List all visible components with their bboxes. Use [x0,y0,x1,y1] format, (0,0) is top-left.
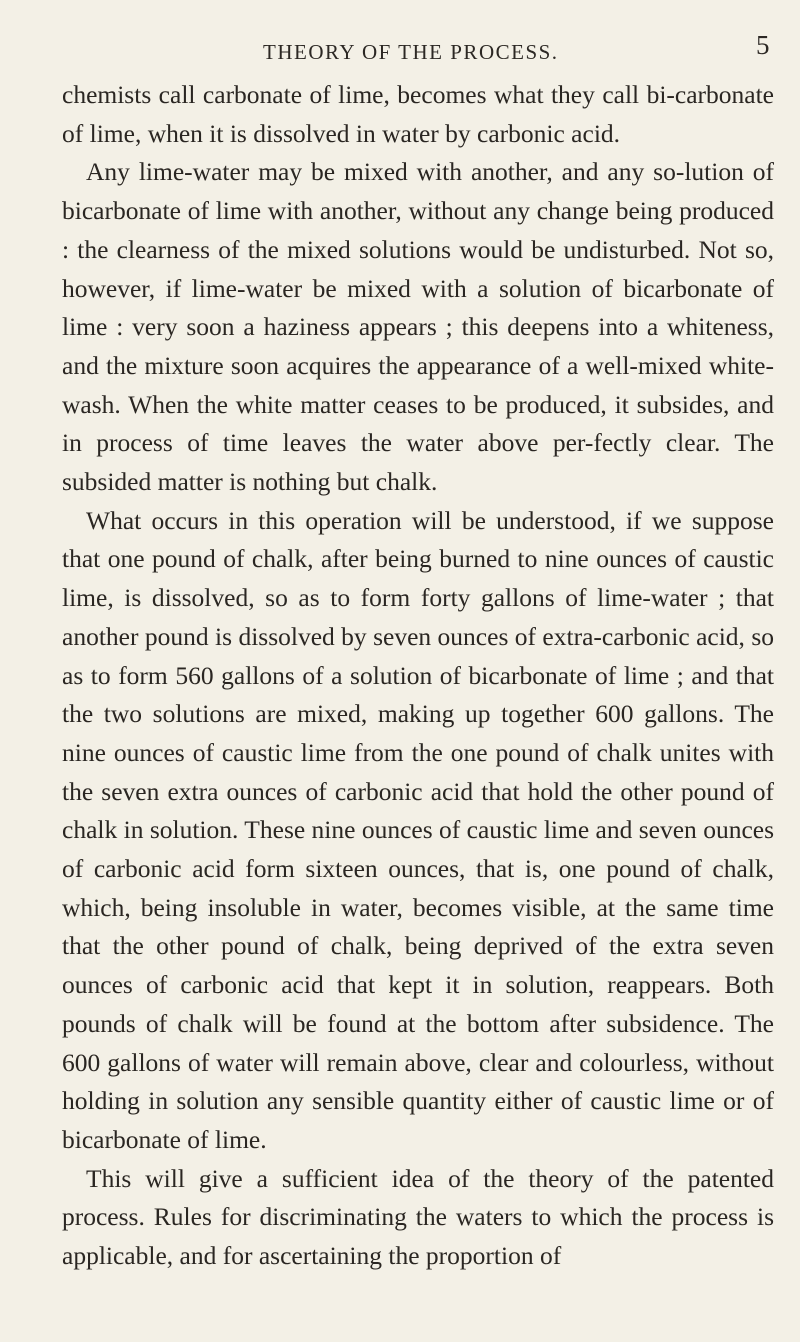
paragraph-mixing-solutions: Any lime-water may be mixed with another, and any so-lution of bicarbonate of lime with another, without any change being produced : the clearness of the mixed solutions would be undisturbed. Not so, however, if lime-water be mixed with a solution of bicarbonate of lime : very soon a haziness appears ; this deepens into a whiteness, and the mixture soon acquires the appearance of a well-mixed white-wash. When the white matter ceases to be produced, it subsides, and in process of time leaves the water above per-fectly clear. The subsided matter is nothing but chalk. [62,157,774,497]
paragraph-chemical-explanation: What occurs in this operation will be understood, if we suppose that one pound of chalk, after being burned to nine ounces of caustic lime, is dissolved, so as to form forty gallons of lime-water ; that another pound is dissolved by seven ounces of extra-carbonic acid, so as to form 560 gallons of a solution of bicarbonate of lime ; and that the two solutions are mixed, making up together 600 gallons. The nine ounces of caustic lime from the one pound of chalk unites with the seven extra ounces of carbonic acid that hold the other pound of chalk in solution. These nine ounces of caustic lime and seven ounces of carbonic acid form sixteen ounces, that is, one pound of chalk, which, being insoluble in water, becomes visible, at the same time that the other pound of chalk, being deprived of the extra seven ounces of carbonic acid that kept it in solution, reappears. Both pounds of chalk will be found at the bottom after subsidence. The 600 gallons of water will remain above, clear and colourless, without holding in solution any sensible quantity either of caustic lime or of bicarbonate of lime. [62,505,774,1154]
running-head: THEORY OF THE PROCESS. [263,40,559,64]
paragraph-theory-summary: This will give a sufficient idea of the theory of the patented process. Rules for discriminating the waters to which the process is applicable, and for ascertaining the proportion of [62,1163,774,1271]
paragraph-continuation: chemists call carbonate of lime, becomes what they call bi-carbonate of lime, when it is dissolved in water by carbonic acid. [62,80,774,148]
body-text [62,76,774,1276]
page-number: 5 [756,30,770,60]
